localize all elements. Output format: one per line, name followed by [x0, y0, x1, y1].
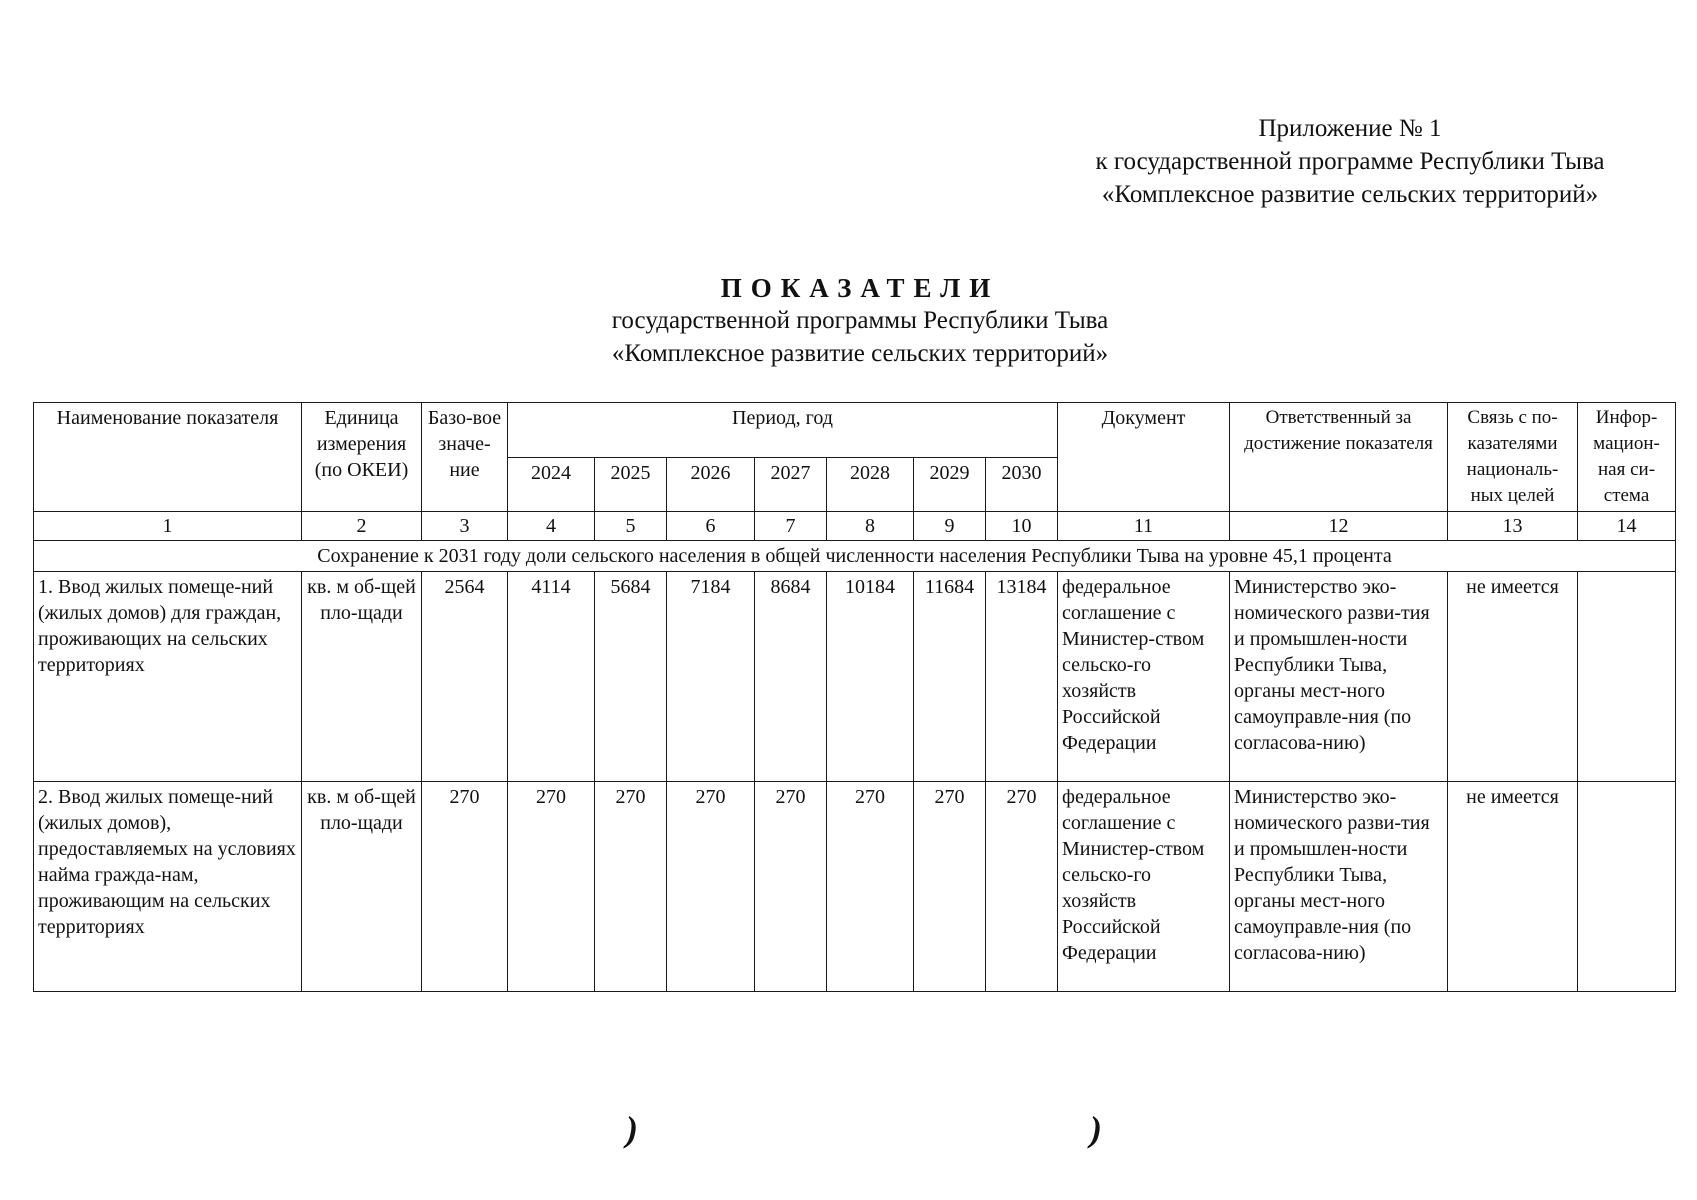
header-year: 2027: [755, 457, 827, 512]
header-year: 2030: [986, 457, 1058, 512]
handwritten-mark: ): [626, 1109, 638, 1149]
handwritten-mark: ): [1090, 1109, 1102, 1149]
indicator-unit: кв. м об-щей пло-щади: [302, 572, 422, 782]
title-line-3: «Комплексное развитие сельских территорий»: [611, 340, 1109, 367]
column-number: 9: [914, 512, 986, 541]
column-number: 4: [508, 512, 595, 541]
table-row: [34, 782, 1676, 992]
indicator-responsible: Министерство эко-номического разви-тия и промышлен-ности Республики Тыва, органы мест-ного самоуправле-ния (по согласова-нию): [1230, 782, 1448, 992]
header-document: Документ: [1058, 403, 1230, 512]
header-year: 2029: [914, 457, 986, 512]
indicator-base: 270: [422, 782, 508, 992]
header-national-goals: Связь с по-казателями националь-ных целей: [1448, 403, 1578, 512]
indicator-document: федеральное соглашение с Министер-ством сельско-го хозяйств Российской Федерации: [1058, 572, 1230, 782]
header-year: 2026: [667, 457, 755, 512]
column-number: 7: [755, 512, 827, 541]
annex-header: [1050, 112, 1650, 211]
column-numbers-row: [34, 512, 1676, 541]
indicator-value-2025: 5684: [595, 572, 667, 782]
annex-line-2: к государственной программе Республики Тыва: [1095, 148, 1605, 175]
indicator-info-system: [1578, 782, 1676, 992]
header-period: Период, год: [508, 403, 1058, 458]
header-name: Наименование показателя: [34, 403, 302, 512]
indicator-base: 2564: [422, 572, 508, 782]
header-year: 2025: [595, 457, 667, 512]
indicator-value-2024: 270: [508, 782, 595, 992]
indicator-unit: кв. м об-щей пло-щади: [302, 782, 422, 992]
header-row-1: [34, 403, 1676, 458]
indicator-value-2030: 270: [986, 782, 1058, 992]
indicator-value-2024: 4114: [508, 572, 595, 782]
indicator-responsible: Министерство эко-номического разви-тия и промышлен-ности Республики Тыва, органы мест-ного самоуправле-ния (по согласова-нию): [1230, 572, 1448, 782]
column-number: 8: [827, 512, 914, 541]
header-info-system: Инфор-мацион-ная си-стема: [1578, 403, 1676, 512]
indicator-name: 1. Ввод жилых помеще-ний (жилых домов) для граждан, проживающих на сельских территориях: [34, 572, 302, 782]
indicator-value-2027: 8684: [755, 572, 827, 782]
title-line-2: государственной программы Республики Тыва: [611, 307, 1109, 334]
indicator-value-2025: 270: [595, 782, 667, 992]
header-year: 2024: [508, 457, 595, 512]
column-number: 2: [302, 512, 422, 541]
indicators-table: [33, 402, 1676, 992]
header-base: Базо-вое значе-ние: [422, 403, 508, 512]
indicator-document: федеральное соглашение с Министер-ством сельско-го хозяйств Российской Федерации: [1058, 782, 1230, 992]
indicator-name: 2. Ввод жилых помеще-ний (жилых домов), предоставляемых на условиях найма гражда-нам, проживающим на сельских территориях: [34, 782, 302, 992]
table-row: [34, 572, 1676, 782]
indicator-value-2030: 13184: [986, 572, 1058, 782]
indicator-value-2028: 10184: [827, 572, 914, 782]
indicator-value-2027: 270: [755, 782, 827, 992]
header-year: 2028: [827, 457, 914, 512]
goal-row: [34, 541, 1676, 572]
indicator-national-goals: не имеется: [1448, 782, 1578, 992]
indicator-value-2029: 11684: [914, 572, 986, 782]
column-number: 14: [1578, 512, 1676, 541]
indicator-info-system: [1578, 572, 1676, 782]
column-number: 12: [1230, 512, 1448, 541]
header-unit: Единица измерения (по ОКЕИ): [302, 403, 422, 512]
indicator-value-2026: 7184: [667, 572, 755, 782]
indicator-national-goals: не имеется: [1448, 572, 1578, 782]
column-number: 6: [667, 512, 755, 541]
annex-line-3: «Комплексное развитие сельских территорий»: [1101, 181, 1599, 208]
column-number: 1: [34, 512, 302, 541]
column-number: 11: [1058, 512, 1230, 541]
indicator-value-2026: 270: [667, 782, 755, 992]
column-number: 13: [1448, 512, 1578, 541]
annex-line-1: Приложение № 1: [1258, 115, 1442, 142]
document-title: [520, 272, 1200, 370]
header-responsible: Ответственный за достижение показателя: [1230, 403, 1448, 512]
goal-text: Сохранение к 2031 году доли сельского населения в общей численности населения Республики Тыва на уровне 45,1 процента: [34, 541, 1676, 572]
indicator-value-2029: 270: [914, 782, 986, 992]
title-main: ПОКАЗАТЕЛИ: [720, 273, 1000, 303]
column-number: 10: [986, 512, 1058, 541]
column-number: 5: [595, 512, 667, 541]
column-number: 3: [422, 512, 508, 541]
indicator-value-2028: 270: [827, 782, 914, 992]
